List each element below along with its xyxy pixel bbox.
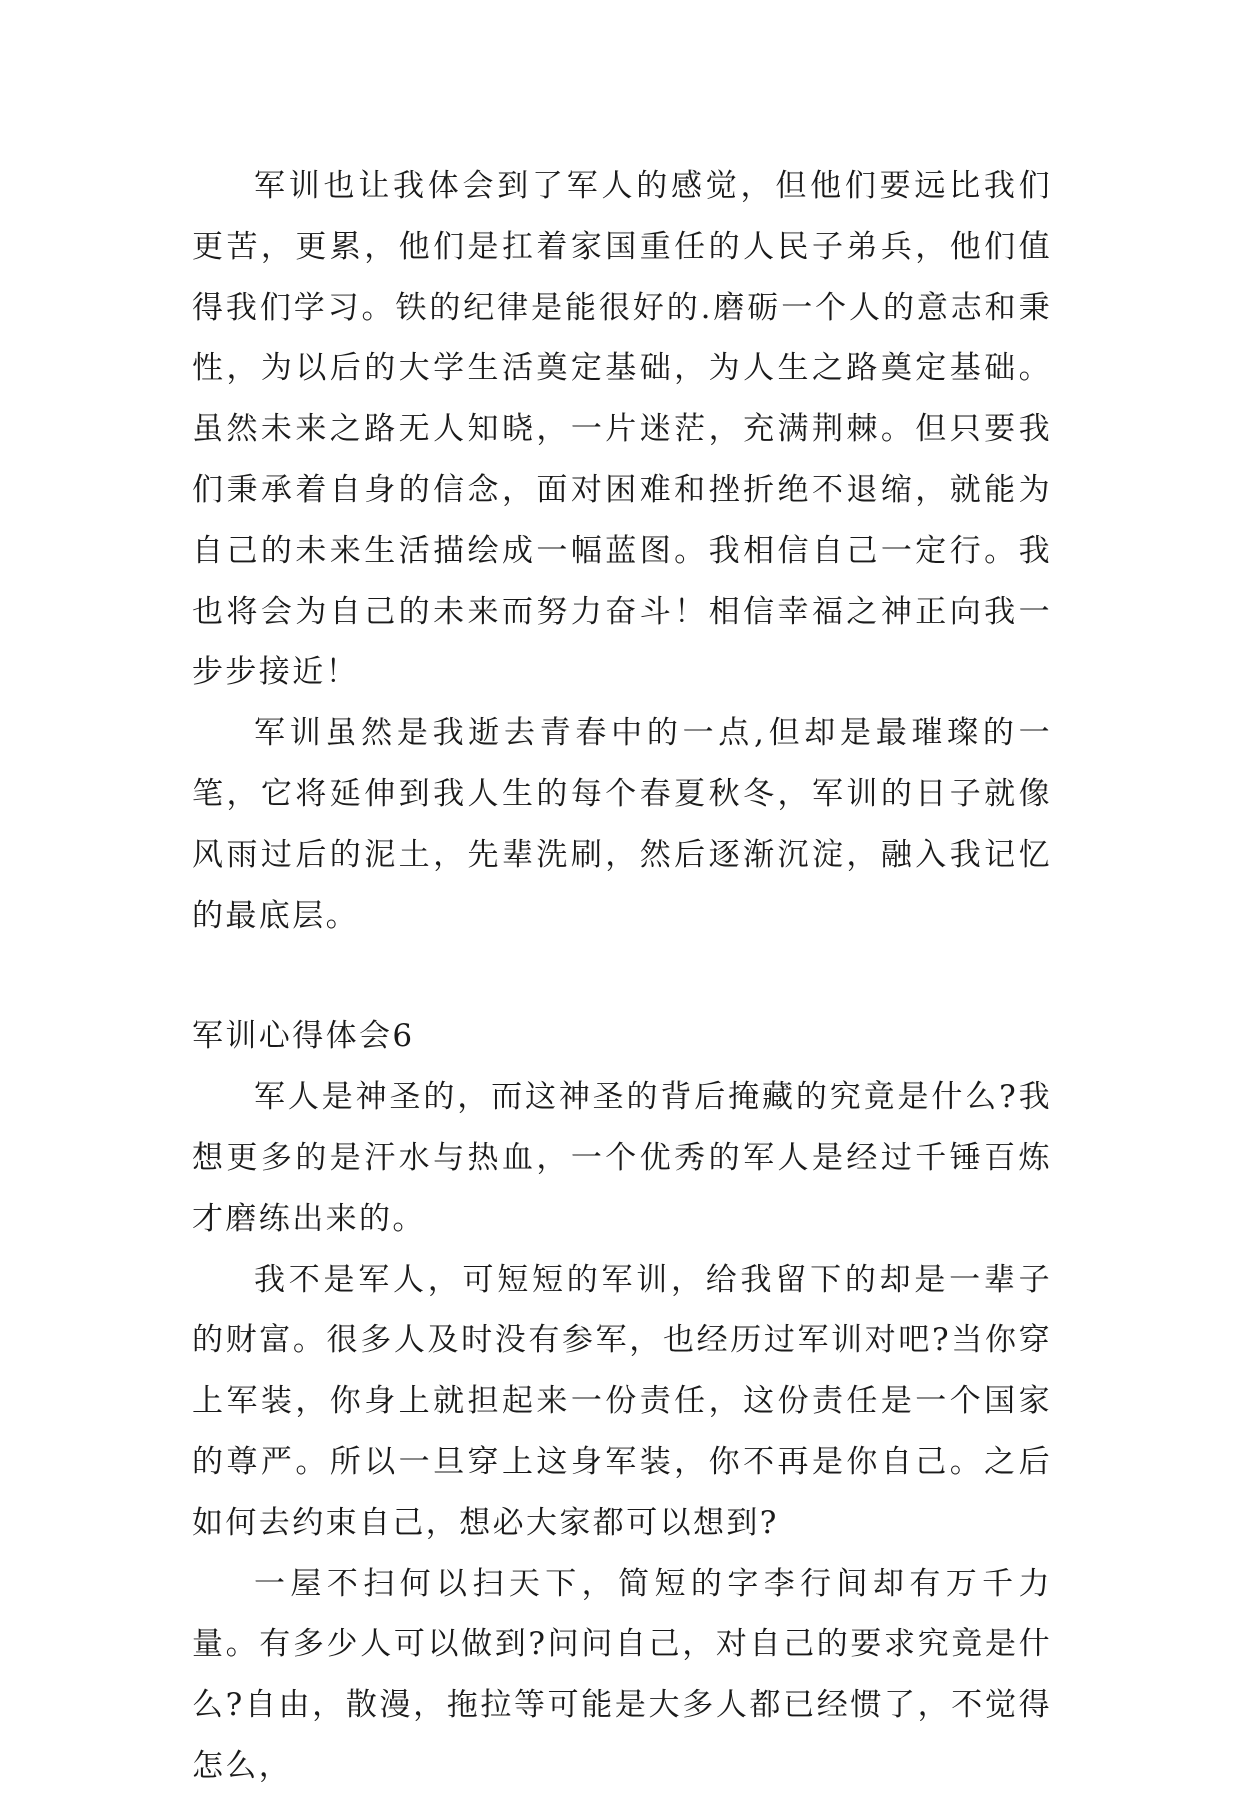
paragraph: 我不是军人，可短短的军训，给我留下的却是一辈子的财富。很多人及时没有参军，也经历过军训对吧?当你穿上军装，你身上就担起来一份责任，这份责任是一个国家的尊严。所以一旦穿上这身军装，你不再是你自己。之后如何去约束自己，想必大家都可以想到? <box>192 1261 1052 1541</box>
document-body <box>192 156 1052 1797</box>
paragraph: 一屋不扫何以扫天下，简短的字李行间却有万千力量。有多少人可以做到?问问自己，对自己的要求究竟是什么?自由，散漫，拖拉等可能是大多人都已经惯了，不觉得怎么， <box>192 1565 1052 1784</box>
paragraph: 军训也让我体会到了军人的感觉，但他们要远比我们更苦，更累，他们是扛着家国重任的人民子弟兵，他们值得我们学习。铁的纪律是能很好的.磨砺一个人的意志和秉性，为以后的大学生活奠定基础，为人生之路奠定基础。虽然未来之路无人知晓，一片迷茫，充满荆棘。但只要我们秉承着自身的信念，面对困难和挫折绝不退缩，就能为自己的未来生活描绘成一幅蓝图。我相信自己一定行。我也将会为自己的未来而努力奋斗！相信幸福之神正向我一步步接近！ <box>192 168 1052 691</box>
paragraph: 军训虽然是我逝去青春中的一点,但却是最璀璨的一笔，它将延伸到我人生的每个春夏秋冬，军训的日子就像风雨过后的泥土，先辈洗刷，然后逐渐沉淀，融入我记忆的最底层。 <box>192 715 1052 934</box>
paragraph: 军人是神圣的，而这神圣的背后掩藏的究竟是什么?我想更多的是汗水与热血，一个优秀的军人是经过千锤百炼才磨练出来的。 <box>192 1079 1052 1237</box>
section-title: 军训心得体会6 <box>192 1018 415 1055</box>
